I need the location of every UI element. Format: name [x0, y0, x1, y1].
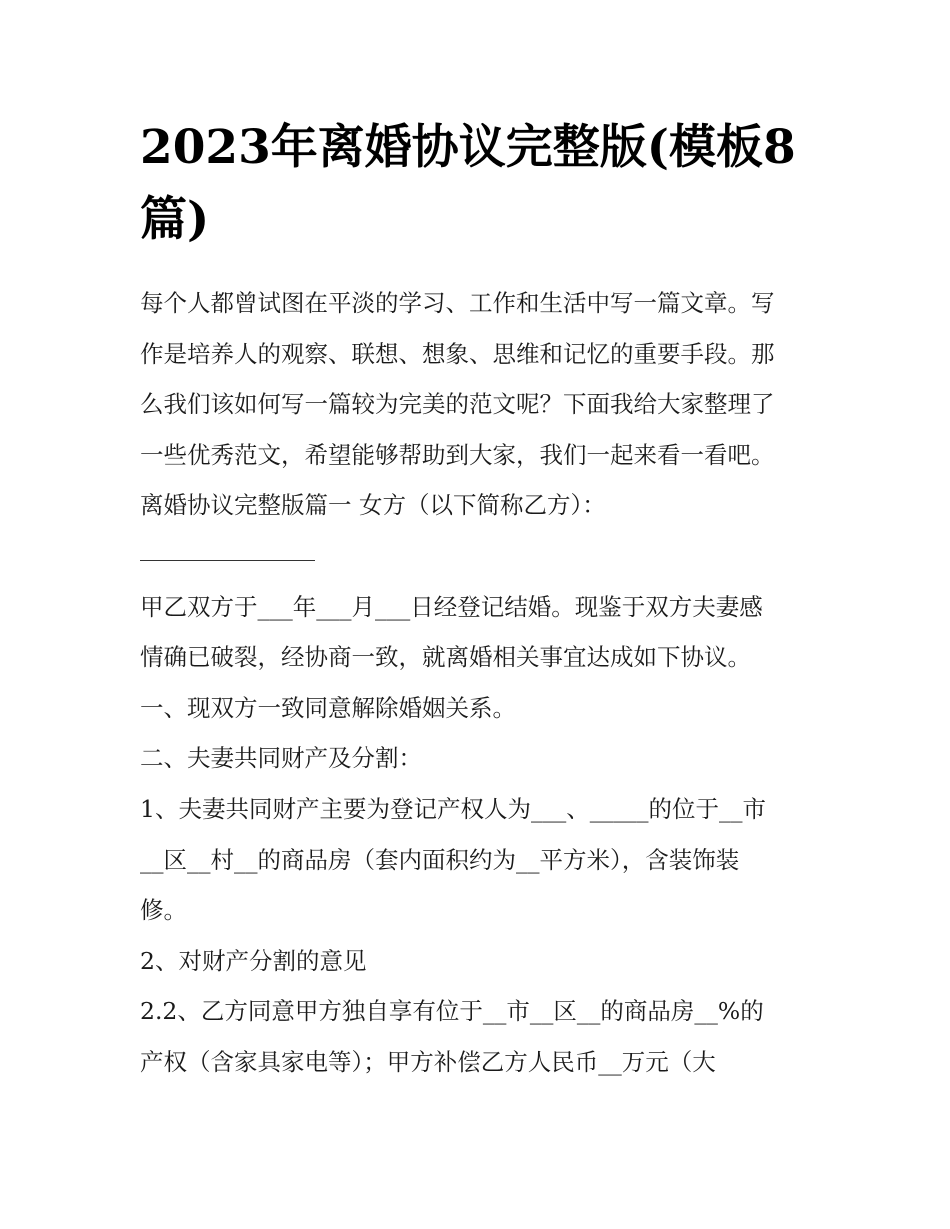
clause-line: 1、夫妻共同财产主要为登记产权人为___、_____的位于__市 — [140, 794, 766, 823]
clause-line: 修。 — [140, 896, 187, 925]
paragraph-line: 甲乙双方于___年___月___日经登记结婚。现鉴于双方夫妻感 — [140, 592, 763, 621]
clause-line: __区__村__的商品房（套内面积约为__平方米），含装饰装 — [140, 845, 740, 874]
clause-line: 一、现双方一致同意解除婚姻关系。 — [140, 693, 516, 722]
fill-in-blank-line — [140, 531, 820, 582]
clause-line: 二、夫妻共同财产及分割： — [140, 744, 422, 773]
paragraph-line: 作是培养人的观察、联想、想象、思维和记忆的重要手段。那 — [140, 339, 775, 368]
blank-underline — [140, 560, 315, 561]
clause-line: 2、对财产分割的意见 — [140, 946, 367, 975]
paragraph-line: 一些优秀范文，希望能够帮助到大家，我们一起来看一看吧。 — [140, 440, 775, 469]
title-line-2: 篇) — [140, 192, 210, 247]
section-heading-line: 离婚协议完整版篇一 女方（以下简称乙方）： — [140, 491, 606, 520]
paragraph-line: 情确已破裂，经协商一致，就离婚相关事宜达成如下协议。 — [140, 643, 751, 672]
clause-line: 2.2、乙方同意甲方独自享有位于__市__区__的商品房__%的 — [140, 997, 764, 1026]
clause-line: 产权（含家具家电等）；甲方补偿乙方人民币__万元（大 — [140, 1047, 716, 1076]
paragraph-line: 么我们该如何写一篇较为完美的范文呢？下面我给大家整理了 — [140, 390, 775, 419]
document-body — [140, 278, 820, 1088]
paragraph-line: 每个人都曾试图在平淡的学习、工作和生活中写一篇文章。写 — [140, 289, 775, 317]
document-title — [140, 112, 820, 256]
title-line-1: 2023年离婚协议完整版(模板8 — [140, 120, 796, 175]
